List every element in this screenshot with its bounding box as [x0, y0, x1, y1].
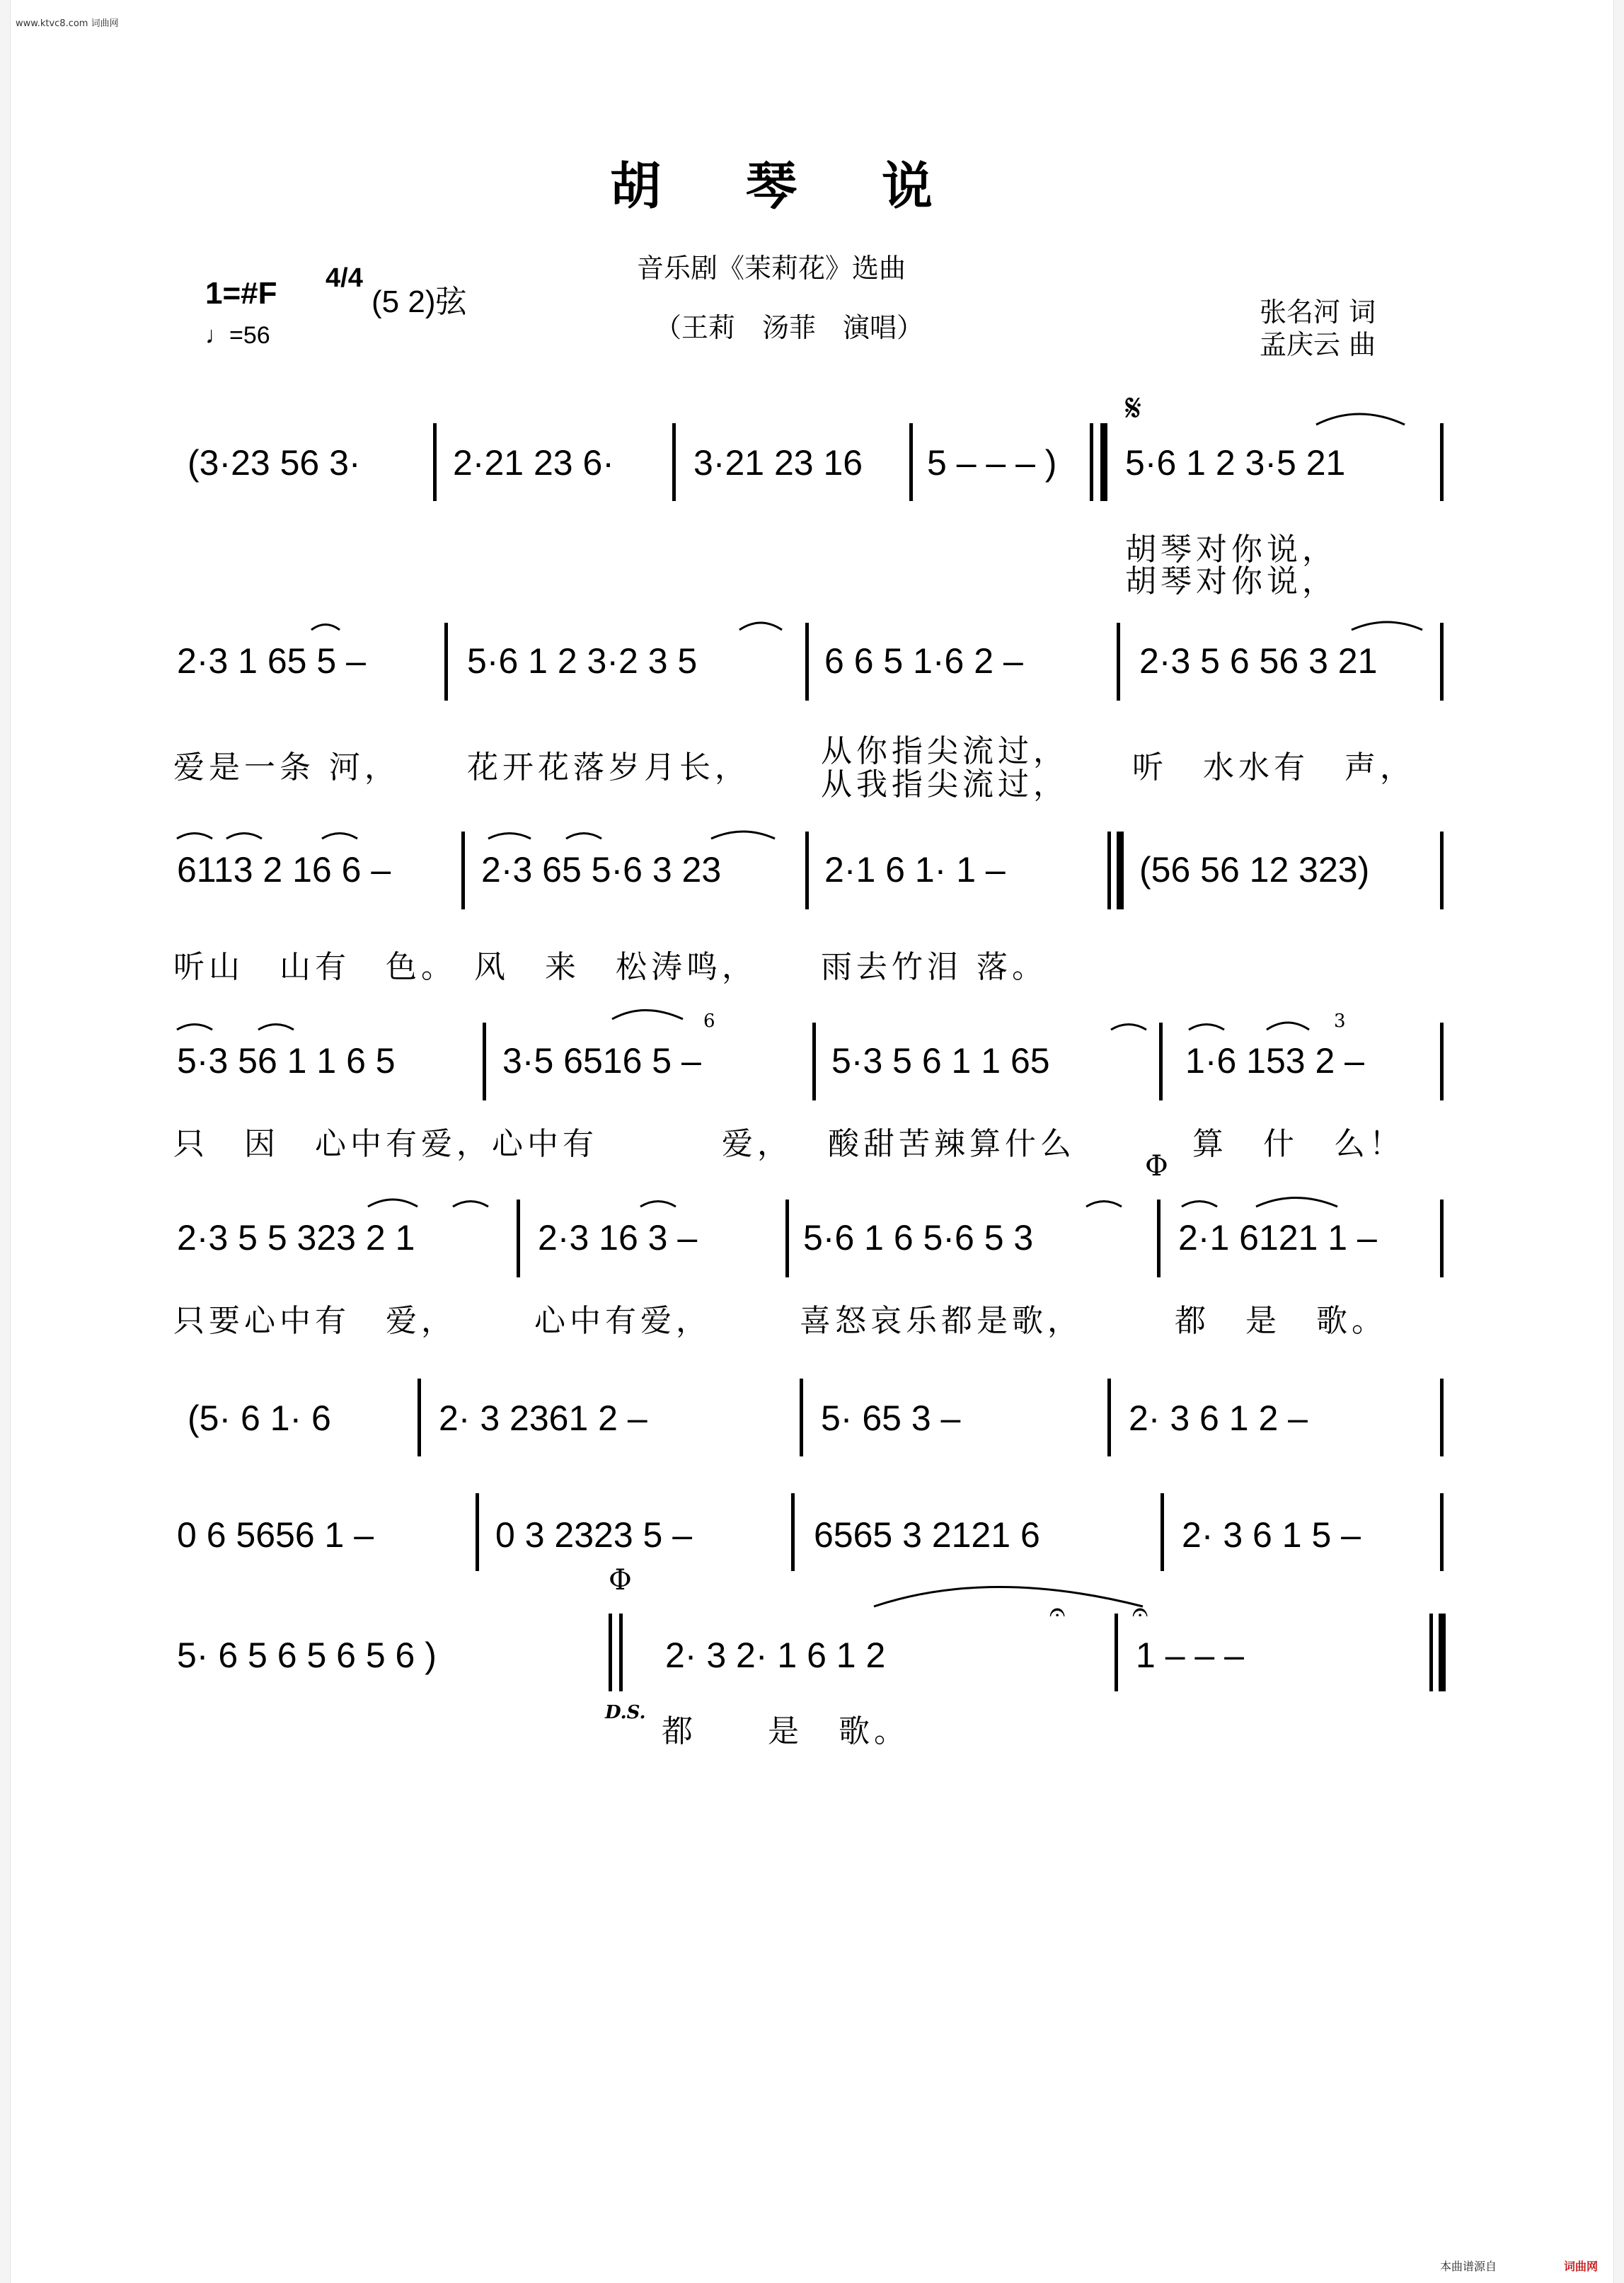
slur — [739, 623, 782, 630]
row3-lyric3: 雨去竹泪 落。 — [821, 949, 1047, 985]
key-signature: 1=#F — [205, 276, 277, 311]
subtitle: 音乐剧《茉莉花》选曲 — [637, 253, 906, 284]
slur — [1086, 1202, 1122, 1207]
row5-seg2: 2·3 16 3 – — [538, 1218, 698, 1258]
row2-seg3: 6 6 5 1·6 2 – — [824, 641, 1023, 681]
row4-seg4: 1·6 153 2 – — [1185, 1041, 1364, 1081]
row2-lyric1: 爱是一条 河， — [173, 749, 400, 786]
slur — [612, 1011, 683, 1020]
time-signature: 4/4 — [326, 263, 363, 293]
row5-seg1: 2·3 5 5 323 2 1 — [177, 1218, 415, 1258]
page-title: 胡琴说 — [610, 156, 1018, 216]
row5-lyric3: 喜怒哀乐都是歌， — [800, 1303, 1083, 1339]
slur — [1111, 1025, 1146, 1030]
row2-lyric2: 花开花落岁月长， — [467, 749, 750, 786]
row1-lyric2: 胡琴对你说， — [1125, 563, 1337, 599]
row4-seg1: 5·3 56 1 1 6 5 — [177, 1041, 396, 1081]
row3-lyric1: 听山 山有 色。 — [173, 949, 456, 985]
row2-lyric4: 从我指尖流过， — [821, 766, 1069, 803]
row4-lyric1: 只 因 心中有爱，心中有 — [173, 1126, 598, 1162]
intro-hint: (5 2)弦 — [372, 284, 467, 319]
footer-source: 本曲谱源自 — [1440, 2260, 1497, 2273]
row6-seg2: 2· 3 2361 2 – — [439, 1398, 647, 1438]
row5-seg3: 5·6 1 6 5·6 5 3 — [803, 1218, 1034, 1258]
slur — [711, 832, 775, 839]
slur — [874, 1587, 1143, 1607]
slur — [311, 625, 340, 631]
row7-seg4: 2· 3 6 1 5 – — [1182, 1515, 1361, 1555]
slur — [1352, 622, 1422, 630]
row5-lyric4: 都 是 歌。 — [1175, 1303, 1387, 1339]
slur — [640, 1202, 676, 1207]
row2-seg4: 2·3 5 6 56 3 21 — [1139, 641, 1378, 681]
row2-seg2: 5·6 1 2 3·2 3 5 — [467, 641, 698, 681]
tempo-marking: ♩=56 — [205, 322, 270, 349]
row2-lyric5: 听 水水有 声， — [1132, 749, 1415, 786]
slur — [1182, 1202, 1217, 1207]
slur — [1189, 1025, 1224, 1030]
slur — [368, 1200, 417, 1207]
slur — [1316, 414, 1405, 425]
row8-seg1: 5· 6 5 6 5 6 5 6 ) — [177, 1635, 437, 1675]
row4-lyric3: 酸甜苦辣算什么 — [828, 1126, 1076, 1162]
row1-seg1: (3·23 56 3· — [188, 443, 361, 483]
row3-seg1: 6113 2 16 6 – — [177, 850, 391, 890]
tuplet-three-mark: 3 — [1334, 1011, 1346, 1032]
composer-credit: 孟庆云 曲 — [1260, 329, 1376, 360]
slur — [1267, 1023, 1309, 1030]
row7-seg2: 0 3 2323 5 – — [495, 1515, 693, 1555]
row1-seg2: 2·21 23 6· — [453, 443, 614, 483]
slur — [1256, 1198, 1337, 1207]
row7-seg1: 0 6 5656 1 – — [177, 1515, 374, 1555]
row8-seg2: 2· 3 2· 1 6 1 2 — [665, 1635, 886, 1675]
coda-mark: Φ — [1145, 1150, 1168, 1183]
slur — [453, 1202, 488, 1207]
row5-lyric1: 只要心中有 爱， — [173, 1303, 456, 1339]
row6-seg1: (5· 6 1· 6 — [188, 1398, 331, 1438]
tuplet-six-mark: 6 — [703, 1011, 715, 1032]
row3-lyric2: 风 来 松涛鸣， — [474, 949, 757, 985]
row8-seg3: 1 – – – — [1136, 1635, 1244, 1675]
row5-lyric2: 心中有爱， — [534, 1303, 711, 1339]
row6-seg3: 5· 65 3 – — [821, 1398, 961, 1438]
site-label: www.ktvc8.com 词曲网 — [16, 18, 119, 29]
row6-seg4: 2· 3 6 1 2 – — [1129, 1398, 1308, 1438]
row4-lyric4: 算 什 么！ — [1192, 1126, 1405, 1162]
slur — [566, 834, 601, 839]
performers: （王莉 汤菲 演唱） — [655, 312, 924, 343]
row2-seg1: 2·3 1 65 5 – — [177, 641, 366, 681]
slur — [322, 834, 357, 839]
row3-seg3: 2·1 6 1· 1 – — [824, 850, 1006, 890]
ds-mark: D.S. — [605, 1702, 646, 1723]
row3-seg4: (56 56 12 323) — [1139, 850, 1370, 890]
slur — [177, 1025, 212, 1030]
footer-site: 词曲网 — [1564, 2260, 1599, 2273]
row4-seg3: 5·3 5 6 1 1 65 — [831, 1041, 1050, 1081]
slur — [226, 834, 262, 839]
row1-seg5: 5·6 1 2 3·5 21 — [1125, 443, 1346, 483]
segno-mark: 𝄋 — [1125, 386, 1142, 430]
row2-lyric3: 从你指尖流过， — [821, 733, 1069, 769]
row7-seg3: 6565 3 2121 6 — [814, 1515, 1040, 1555]
fermata-mark-2: 𝄐 — [1132, 1596, 1148, 1628]
row4-seg2: 3·5 6516 5 – — [502, 1041, 701, 1081]
row1-seg4: 5 – – – ) — [927, 443, 1057, 483]
row4-lyric2: 爱， — [722, 1126, 793, 1162]
lyricist-credit: 张名河 词 — [1260, 297, 1376, 328]
slur — [258, 1025, 294, 1030]
row1-seg3: 3·21 23 16 — [693, 443, 863, 483]
row5-seg4: 2·1 6121 1 – — [1178, 1218, 1377, 1258]
row8-lyric1: 都 是 歌。 — [662, 1713, 909, 1749]
fermata-mark: 𝄐 — [1049, 1596, 1066, 1628]
coda-mark-2: Φ — [609, 1564, 632, 1597]
row1-lyric1: 胡琴对你说， — [1125, 531, 1337, 568]
row3-seg2: 2·3 65 5·6 3 23 — [481, 850, 722, 890]
slur — [177, 834, 212, 839]
slur — [488, 834, 531, 839]
